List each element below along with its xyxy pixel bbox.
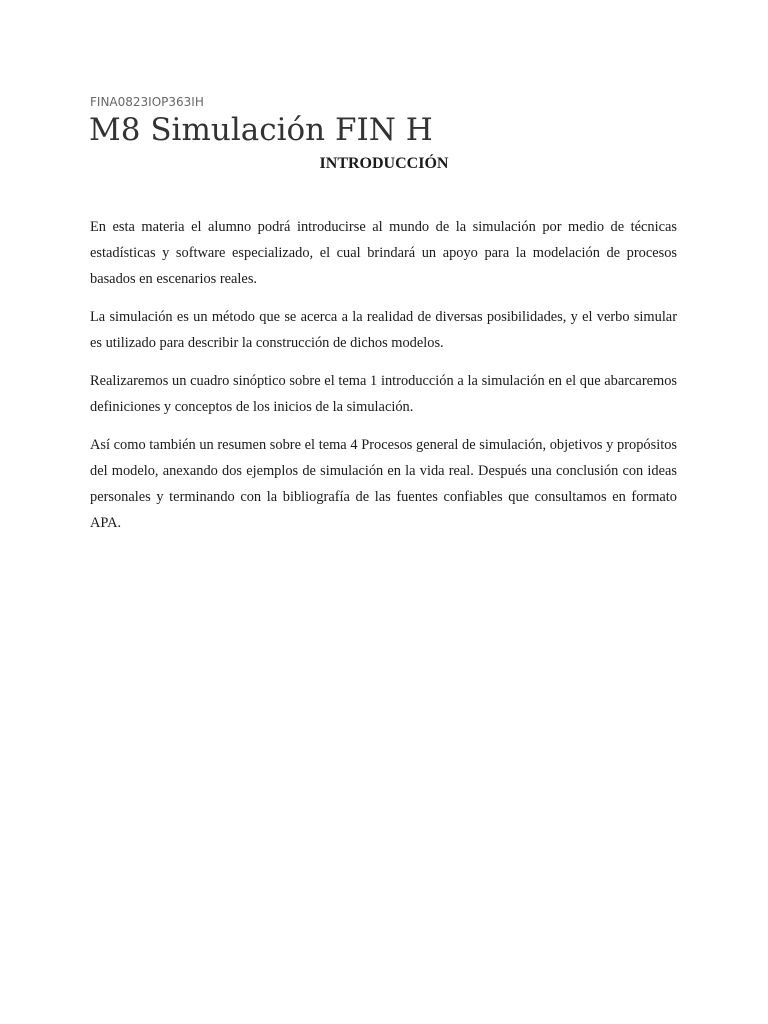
paragraph: La simulación es un método que se acerca a la realidad de diversas posibilidades, y el verbo simular es utilizado para describir la construcción de dichos modelos.: [90, 309, 677, 351]
paragraph: En esta materia el alumno podrá introducirse al mundo de la simulación por medio de técnicas estadísticas y software especializado, el cual brindará un apoyo para la modelación de procesos basados en escenarios reales.: [90, 219, 677, 287]
paragraph: Realizaremos un cuadro sinóptico sobre el tema 1 introducción a la simulación en el que abarcaremos definiciones y conceptos de los inicios de la simulación.: [90, 373, 677, 415]
paragraph: Así como también un resumen sobre el tema 4 Procesos general de simulación, objetivos y propósitos del modelo, anexando dos ejemplos de simulación en la vida real. Después una conclusión con ideas personales y terminando con la bibliografía de las fuentes confiables que consultamos en formato APA.: [90, 437, 677, 531]
document-code: FINA0823IOP363IH: [90, 95, 204, 109]
document-title: M8 Simulación FIN H: [89, 112, 433, 148]
document-body: [90, 214, 677, 548]
section-heading: INTRODUCCIÓN: [319, 155, 449, 172]
